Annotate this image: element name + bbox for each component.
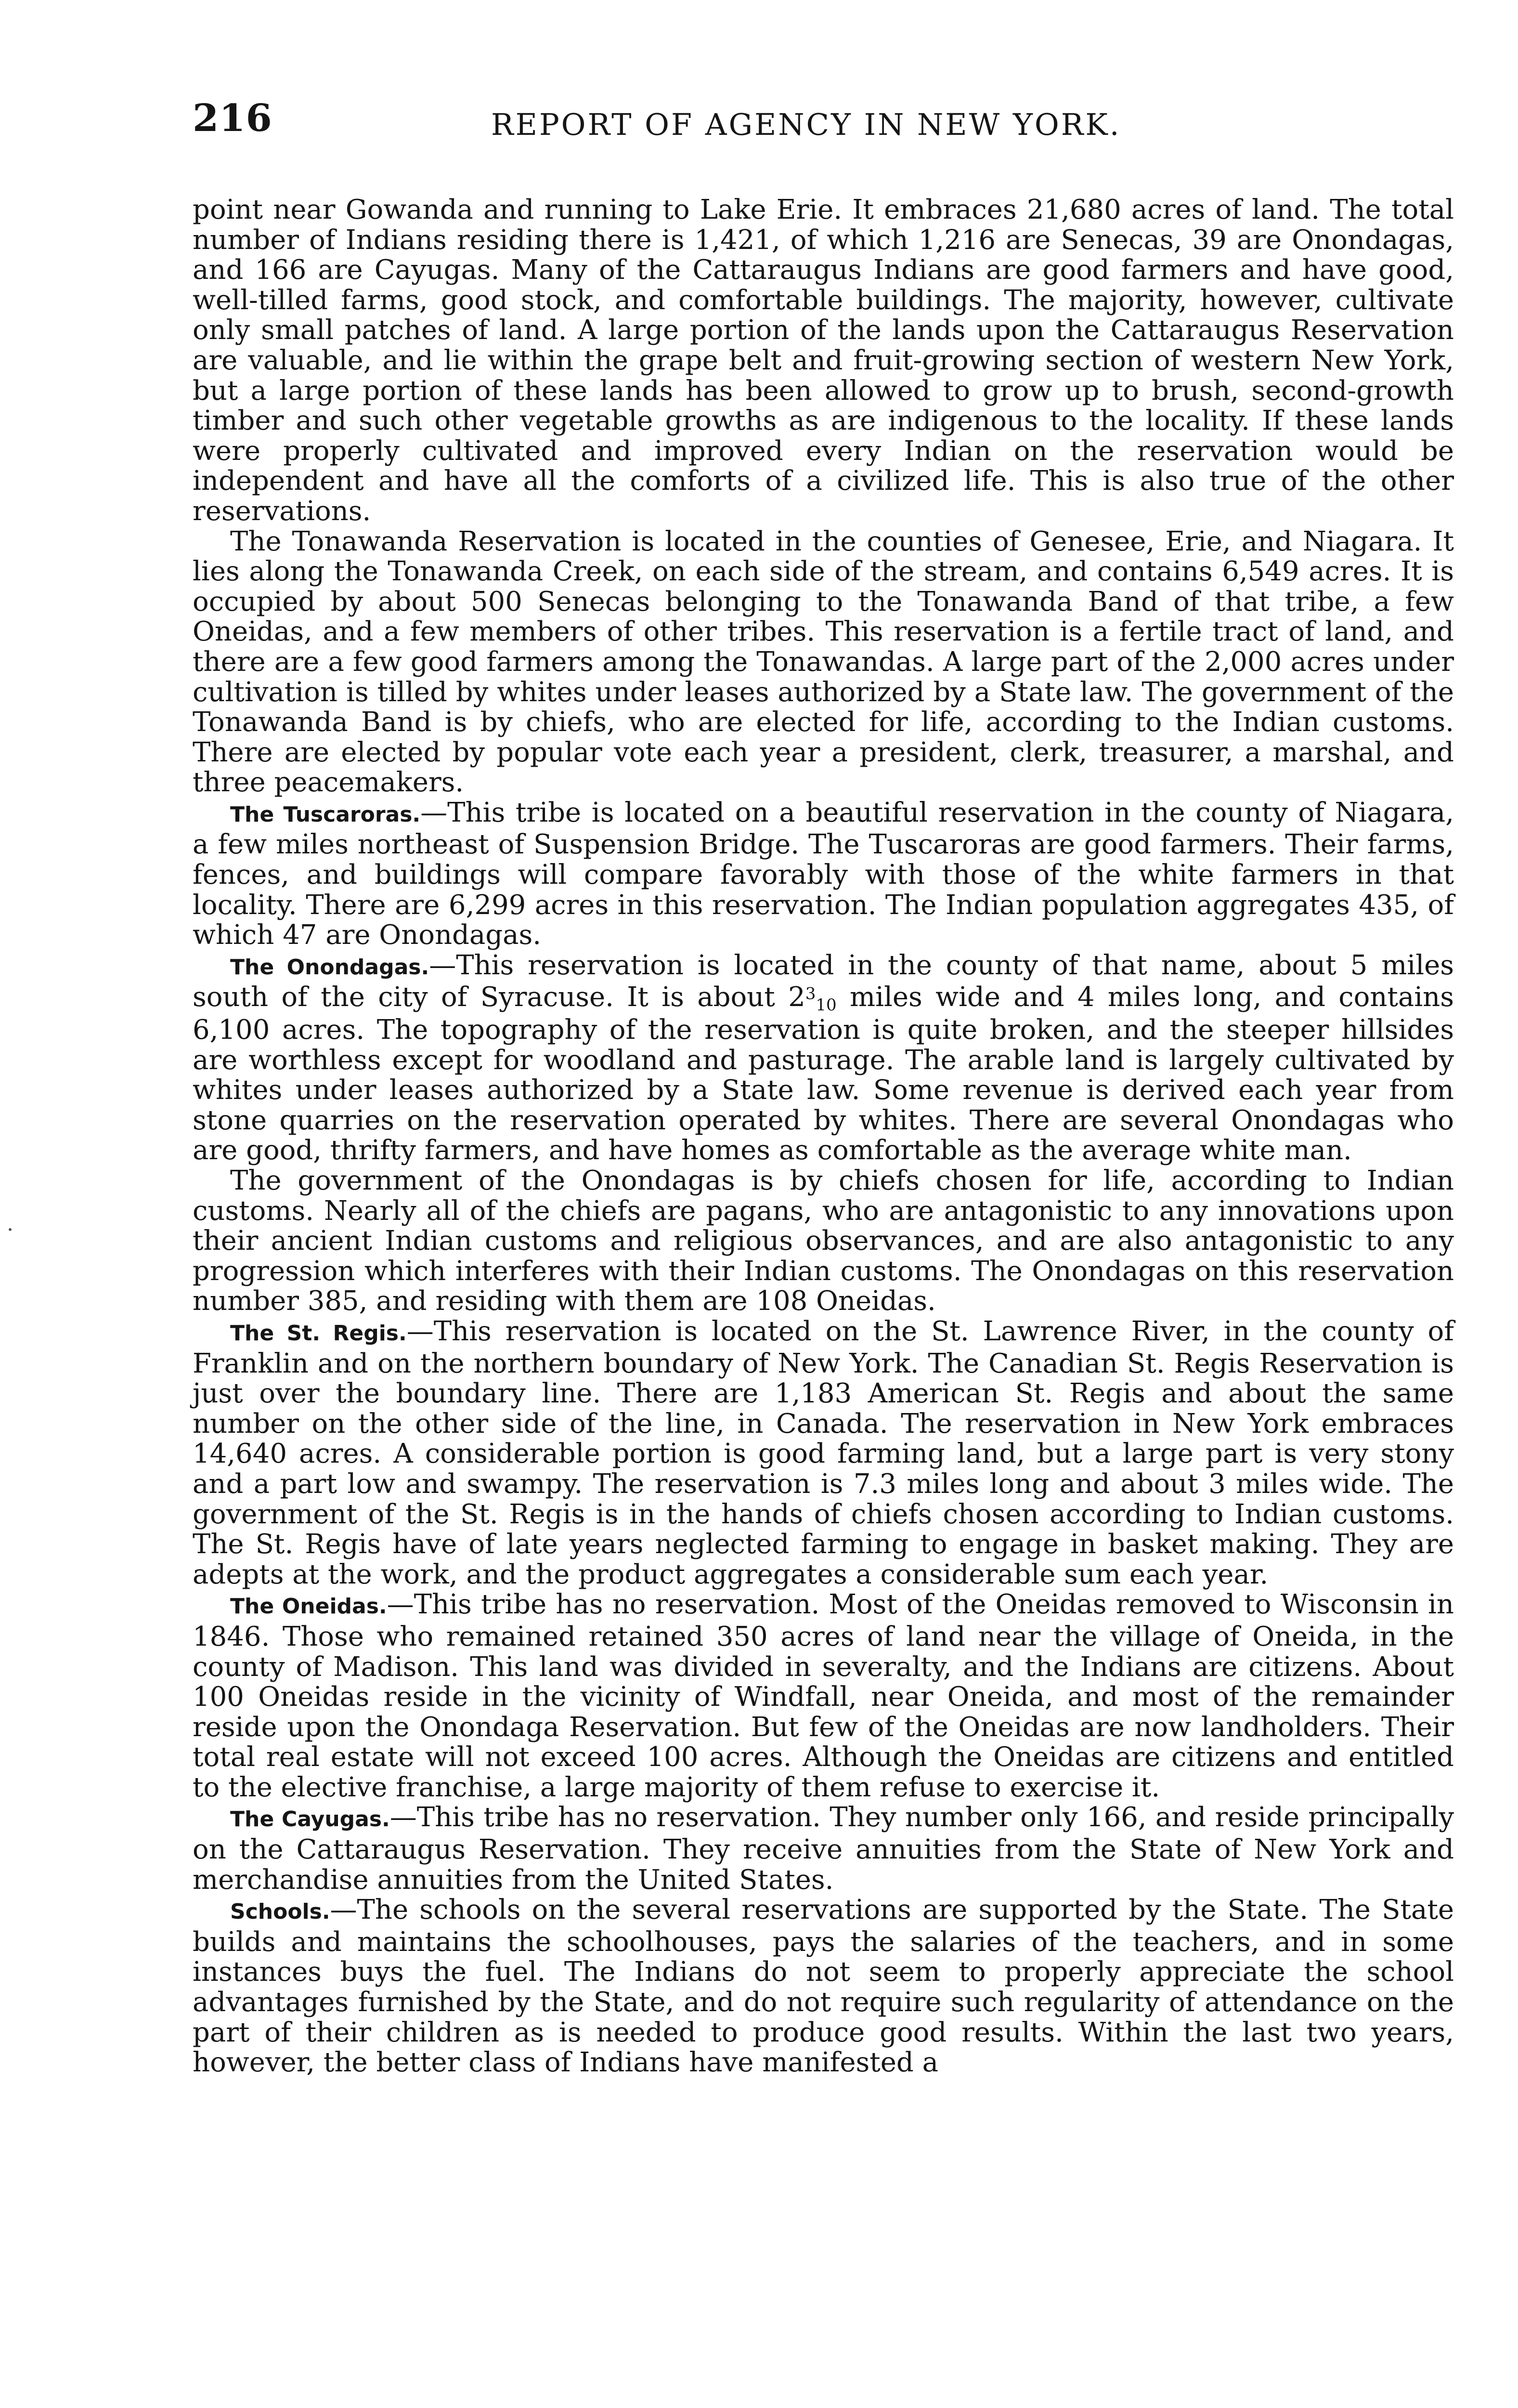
section-title-tuscaroras: The Tuscaroras. — [230, 802, 421, 827]
st-regis-text: —This reservation is located on the St. Lawrence River, in the county of Franklin and on the northern boundary of New York. The Canadian St. Regis Reservation is just over the boundary line. There are 1,183 American St. Regis and about the same number on the other side of the line, in Canada. The reservation in New York embraces 14,640 acres. A considerable portion is good farming land, but a large part is very stony and a part low and swampy. The reservation is 7.3 miles long and about 3 miles wide. The government of the St. Regis is in the hands of chiefs chosen according to Indian customs. The St. Regis have of late years neglected farming to engage in basket making. They are adepts at the work, and the product aggregates a considerable sum each year. — [193, 1315, 1454, 1590]
paragraph-cattaraugus-continued: point near Gowanda and running to Lake Erie. It embraces 21,680 acres of land. The total number of Indians residing there is 1,421, of which 1,216 are Senecas, 39 are Onondagas, and 166 are Cayugas. Many of the Cattaraugus Indians are good farmers and have good, well-tilled farms, good stock, and comfortable buildings. The majority, however, cultivate only small patches of land. A large portion of the lands upon the Cattaraugus Reservation are valuable, and lie within the grape belt and fruit-growing section of western New York, but a large portion of these lands has been allowed to grow up to brush, second-growth timber and such other vegetable growths as are indigenous to the locality. If these lands were properly cultivated and improved every Indian on the reservation would be independent and have all the comforts of a civilized life. This is also true of the other reservations. — [193, 194, 1454, 527]
section-title-onondagas: The Onondagas. — [230, 955, 429, 980]
body-text — [193, 195, 1454, 2078]
page-number: 216 — [193, 96, 272, 140]
paragraph-cayugas — [193, 1803, 1454, 1895]
onondagas-text-b: miles wide and 4 miles long, and contains 6,100 acres. The topography of the reservation is quite broken, and the steeper hillsides are worthless except for woodland and pasturage. The arable land is largely cultivated by whites under leases authorized by a State law. Some revenue is derived each year from stone quarries on the reservation operated by whites. There are several Onondagas who are good, thrifty farmers, and have homes as comfortable as the average white man. — [193, 982, 1454, 1166]
paragraph-tuscaroras — [193, 798, 1454, 951]
section-title-schools: Schools. — [230, 1899, 330, 1924]
paragraph-schools — [193, 1895, 1454, 2078]
margin-speck — [9, 1228, 12, 1231]
fraction-denominator: 10 — [816, 995, 837, 1015]
cayugas-text: —This tribe has no reservation. They number only 166, and reside principally on the Cattaraugus Reservation. They receive annuities from the State of New York and merchandise annuities from the United States. — [193, 1802, 1454, 1896]
paragraph-onondaga-government: The government of the Onondagas is by chiefs chosen for life, according to Indian customs. Nearly all of the chiefs are pagans, who are antagonistic to any innovations upon their ancient Indian customs and religious observances, and are also antagonistic to any progression which interferes with their Indian customs. The Onondagas on this reservation number 385, and residing with them are 108 Oneidas. — [193, 1165, 1454, 1317]
section-title-oneidas: The Oneidas. — [230, 1594, 387, 1619]
fraction-numerator: 3 — [805, 984, 816, 1004]
paragraph-tonawanda: The Tonawanda Reservation is located in the counties of Genesee, Erie, and Niagara. It lies along the Tonawanda Creek, on each side of the stream, and contains 6,549 acres. It is occupied by about 500 Senecas belonging to the Tonawanda Band of that tribe, a few Oneidas, and a few members of other tribes. This reservation is a fertile tract of land, and there are a few good farmers among the Tonawandas. A large part of the 2,000 acres under cultivation is tilled by whites under leases authorized by a State law. The government of the Tonawanda Band is by chiefs, who are elected for life, according to the Indian customs. There are elected by popular vote each year a president, clerk, treasurer, a marshal, and three peacemakers. — [193, 525, 1454, 798]
section-title-cayugas: The Cayugas. — [230, 1807, 390, 1832]
schools-text: —The schools on the several reservations are supported by the State. The State builds and maintains the schoolhouses, pays the salaries of the teachers, and in some instances buys the fuel. The Indians do not seem to properly appreciate the school advantages furnished by the State, and do not require such regularity of attendance on the part of their children as is needed to produce good results. Within the last two years, however, the better class of Indians have manifested a — [193, 1894, 1454, 2079]
onondagas-fraction — [805, 984, 837, 1015]
paragraph-onondagas — [193, 951, 1454, 1166]
onondagas-text-a: —This reservation is located in the county of that name, about 5 miles south of the city of Syracuse. It is about — [193, 949, 1454, 1013]
page-header — [193, 96, 1459, 159]
onondagas-fraction-whole: 2 — [788, 982, 805, 1013]
tuscaroras-text: —This tribe is located on a beautiful reservation in the county of Niagara, a few miles northeast of Suspension Bridge. The Tuscaroras are good farmers. Their farms, fences, and buildings will compare favorably with those of the white farmers in that locality. There are 6,299 acres in this reservation. The Indian population aggregates 435, of which 47 are Onondagas. — [193, 797, 1454, 951]
paragraph-st-regis — [193, 1317, 1454, 1590]
section-title-st-regis: The St. Regis. — [230, 1321, 407, 1346]
running-head: REPORT OF AGENCY IN NEW YORK. — [491, 107, 1121, 142]
paragraph-oneidas — [193, 1590, 1454, 1803]
oneidas-text: —This tribe has no reservation. Most of the Oneidas removed to Wisconsin in 1846. Those who remained retained 350 acres of land near the village of Oneida, in the county of Madison. This land was divided in severalty, and the Indians are citizens. About 100 Oneidas reside in the vicinity of Windfall, near Oneida, and most of the remainder reside upon the Onondaga Reservation. But few of the Oneidas are now landholders. Their total real estate will not exceed 100 acres. Although the Oneidas are citizens and entitled to the elective franchise, a large majority of them refuse to exercise it. — [193, 1589, 1454, 1803]
